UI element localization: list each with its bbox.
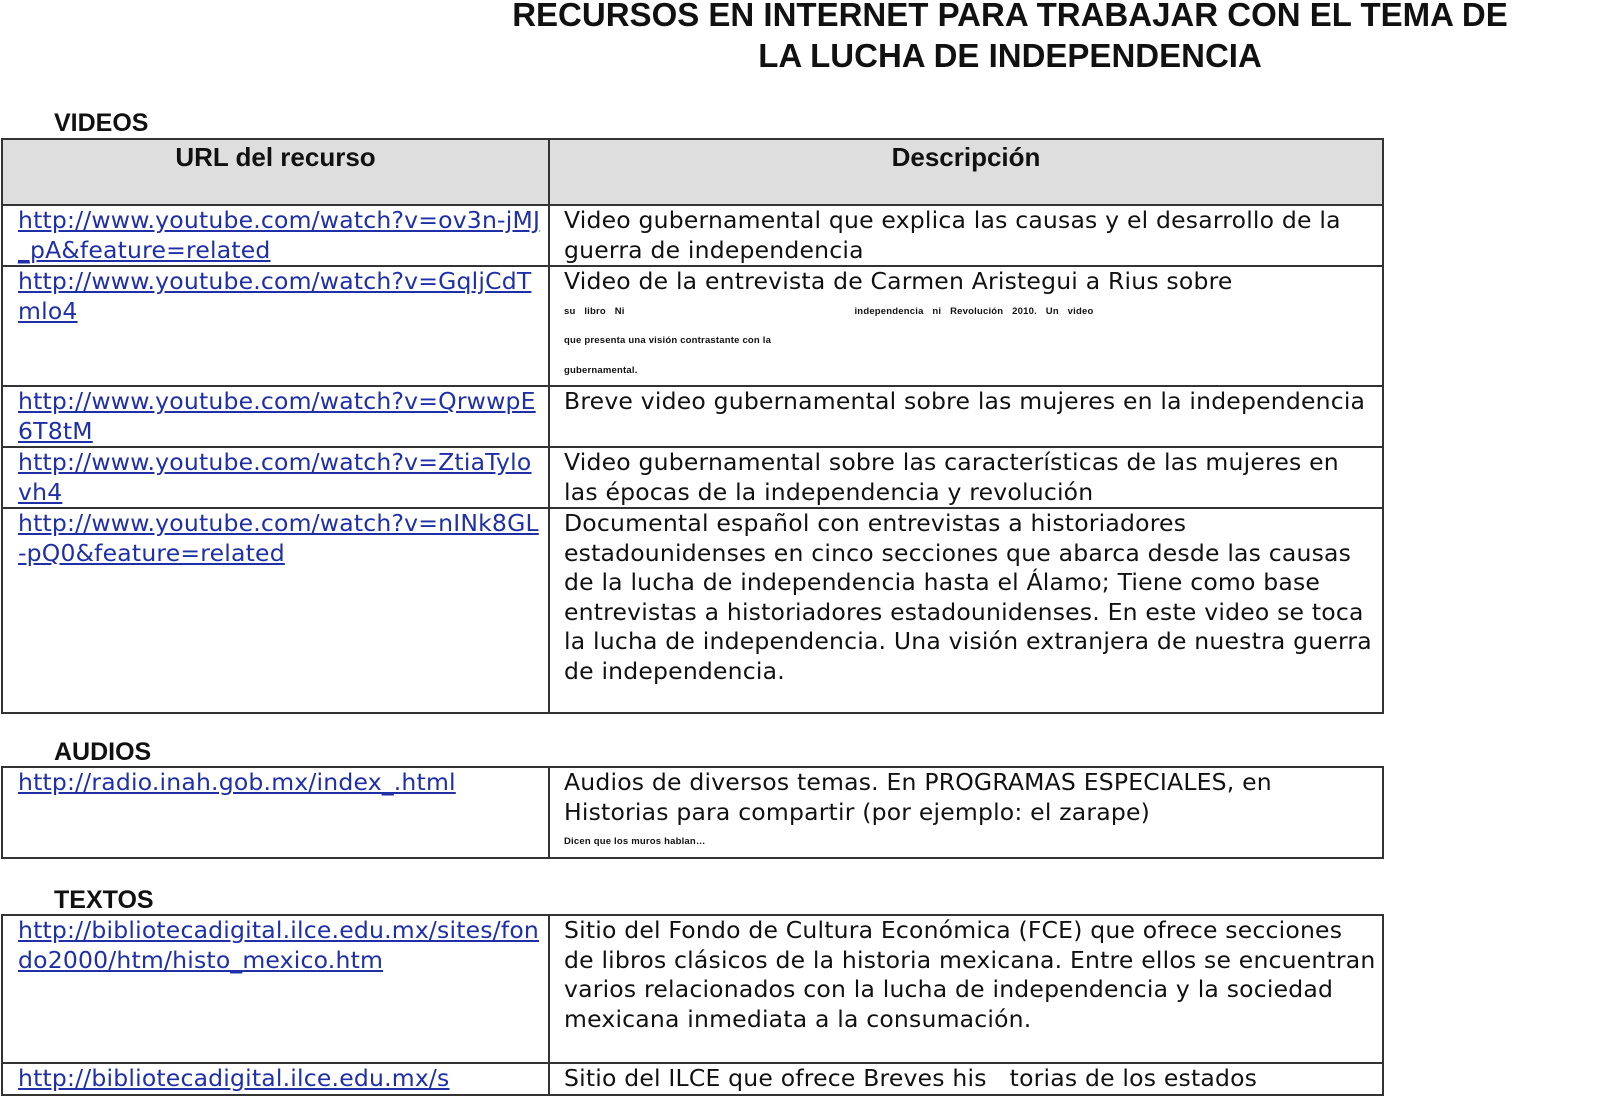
- table-row: [2, 508, 1383, 713]
- audios-heading: AUDIOS: [54, 738, 152, 766]
- resource-description: [549, 266, 1383, 386]
- resource-url-link[interactable]: http://www.youtube.com/watch?v=GqljCdTmlo4: [2, 266, 549, 386]
- page-title: [430, 0, 1590, 76]
- resource-description-text: Video de la entrevista de Carmen Aristegui a Rius sobre: [564, 267, 1233, 295]
- table-row: [2, 266, 1383, 386]
- table-row: [2, 1063, 1383, 1095]
- resource-description: Video gubernamental sobre las características de las mujeres en las épocas de la independencia y revolución: [549, 447, 1383, 508]
- table-row: [2, 915, 1383, 1063]
- resource-description: Sitio del Fondo de Cultura Económica (FCE) que ofrece secciones de libros clásicos de la historia mexicana. Entre ellos se encuentran varios relacionados con la lucha de independencia y la sociedad mexicana inmediata a la consumación.: [549, 915, 1383, 1063]
- page-title-line-1: RECURSOS EN INTERNET PARA TRABAJAR CON EL TEMA DE: [512, 0, 1508, 33]
- column-header-description: Descripción: [549, 139, 1383, 205]
- resource-url-link[interactable]: http://www.youtube.com/watch?v=QrwwpE6T8tM: [2, 386, 549, 447]
- resource-description: Sitio del ILCE que ofrece Breves his torias de los estados: [549, 1063, 1383, 1095]
- description-note: su libro Ni independencia ni Revolución 2010. Un video: [564, 305, 1094, 317]
- resource-url-link[interactable]: http://www.youtube.com/watch?v=nINk8GL-pQ0&feature=related: [2, 508, 549, 713]
- resource-description-text: Audios de diversos temas. En PROGRAMAS ESPECIALES, en Historias para compartir (por ejemplo: el zarape): [564, 768, 1272, 826]
- table-row: [2, 767, 1383, 858]
- videos-heading: VIDEOS: [54, 109, 149, 137]
- column-header-url: URL del recurso: [2, 139, 549, 205]
- description-note: Dicen que los muros hablan…: [564, 836, 706, 847]
- table-header-row: [2, 139, 1383, 205]
- resource-description: Breve video gubernamental sobre las mujeres en la independencia: [549, 386, 1383, 447]
- resource-description: Video gubernamental que explica las causas y el desarrollo de la guerra de independencia: [549, 205, 1383, 266]
- resource-url-link[interactable]: http://radio.inah.gob.mx/index_.html: [2, 767, 549, 858]
- textos-heading: TEXTOS: [54, 886, 154, 914]
- description-note: gubernamental.: [564, 364, 638, 376]
- resource-url-link[interactable]: http://bibliotecadigital.ilce.edu.mx/s: [2, 1063, 549, 1095]
- resource-url-link[interactable]: http://www.youtube.com/watch?v=ZtiaTylovh4: [2, 447, 549, 508]
- videos-table: [1, 138, 1384, 714]
- table-row: [2, 205, 1383, 266]
- resource-description: Documental español con entrevistas a historiadores estadounidenses en cinco secciones que abarca desde las causas de la lucha de independencia hasta el Álamo; Tiene como base entrevistas a historiadores estadounidenses. En este video se toca la lucha de independencia. Una visión extranjera de nuestra guerra de independencia.: [549, 508, 1383, 713]
- table-row: [2, 386, 1383, 447]
- textos-table: [1, 914, 1384, 1096]
- resource-url-link[interactable]: http://www.youtube.com/watch?v=ov3n-jMJ_pA&feature=related: [2, 205, 549, 266]
- resource-url-link[interactable]: http://bibliotecadigital.ilce.edu.mx/sites/fondo2000/htm/histo_mexico.htm: [2, 915, 549, 1063]
- resource-description: [549, 767, 1383, 858]
- description-note: que presenta una visión contrastante con la: [564, 335, 772, 346]
- page-title-line-2: LA LUCHA DE INDEPENDENCIA: [758, 37, 1262, 74]
- table-row: [2, 447, 1383, 508]
- audios-table: [1, 766, 1384, 859]
